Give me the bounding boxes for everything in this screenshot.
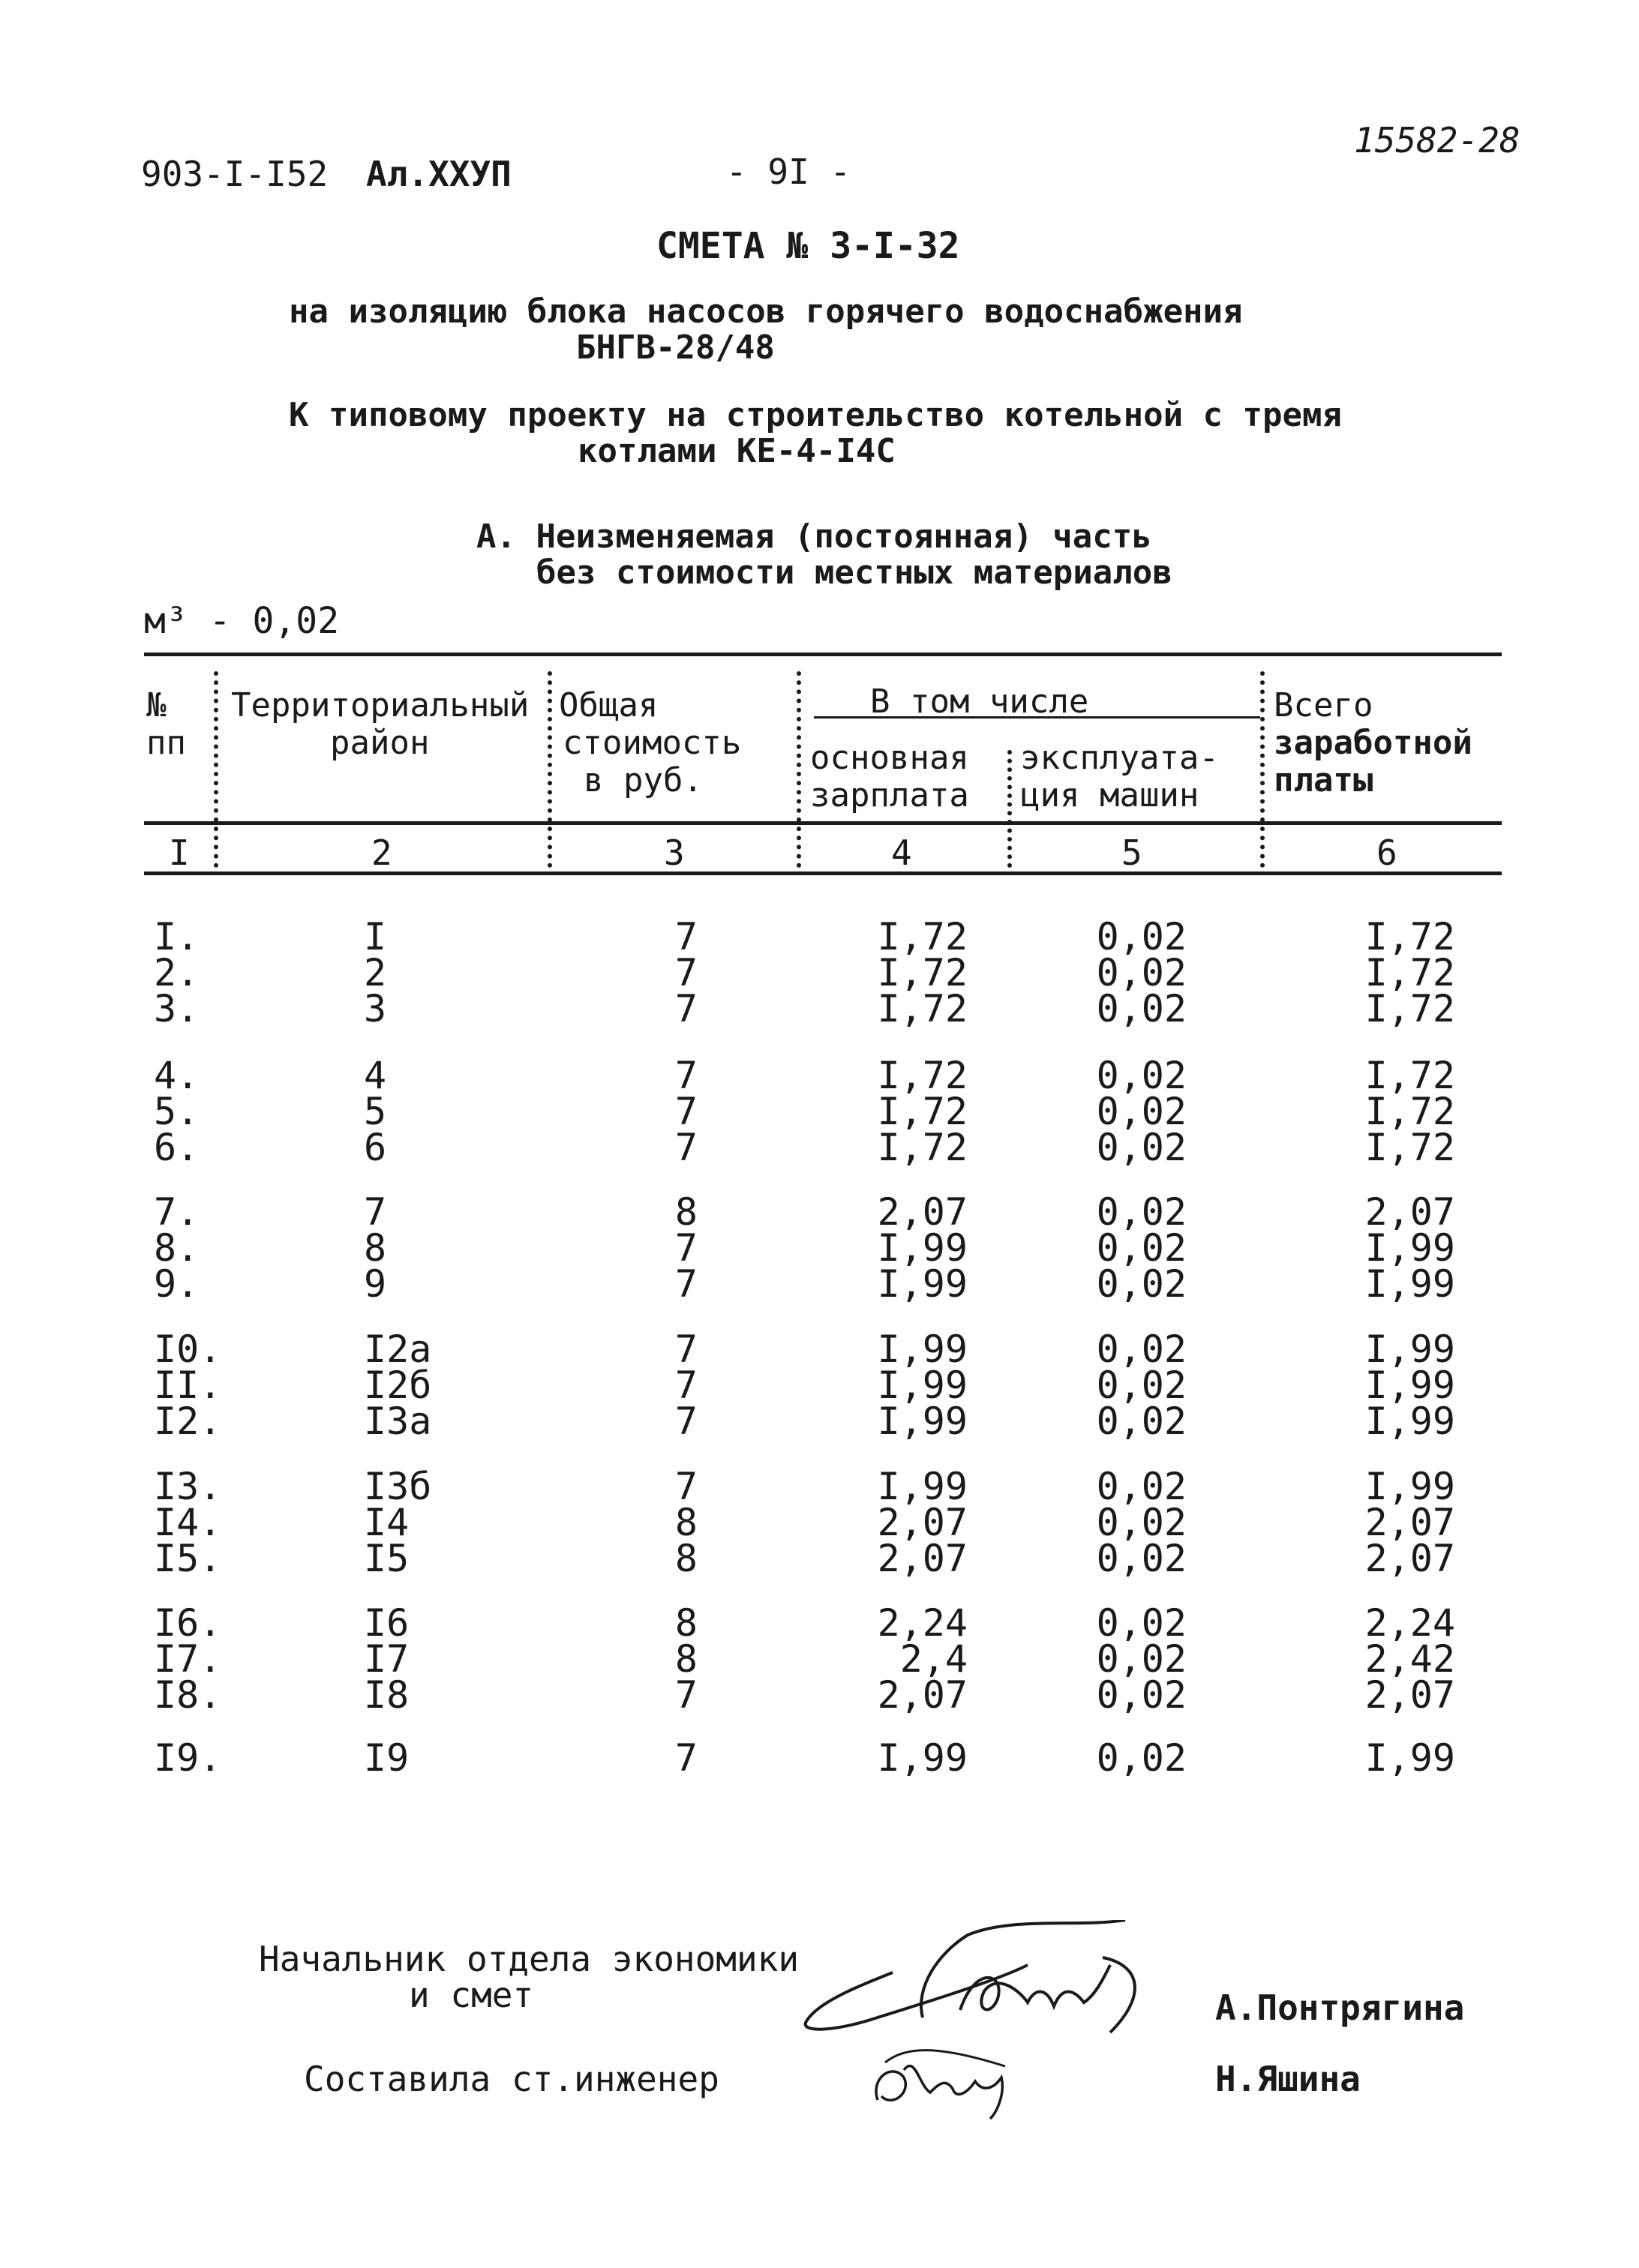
- row-number: 9.: [154, 1262, 200, 1306]
- district-cell: I3б: [364, 1465, 432, 1508]
- base-wage-cell: 2,07: [877, 1190, 968, 1234]
- column-separator: [214, 671, 218, 868]
- base-wage-cell: I,72: [877, 915, 968, 958]
- header-wage-line-1: основная: [810, 739, 969, 777]
- base-wage-cell: I,99: [877, 1400, 968, 1443]
- row-number: I.: [154, 915, 200, 958]
- base-wage-cell: 2,24: [877, 1601, 968, 1645]
- total-cost-cell: 7: [674, 1400, 698, 1443]
- total-cost-cell: 7: [674, 1364, 698, 1407]
- header-num-line-1: №: [146, 686, 167, 724]
- district-cell: I7: [364, 1637, 410, 1681]
- compiler-signature: [863, 2040, 1028, 2122]
- album-label: Ал.XXУП: [366, 154, 512, 194]
- column-number: 4: [891, 832, 912, 873]
- base-wage-cell: I,72: [877, 1054, 968, 1097]
- stamp-number: 15582-28: [1354, 120, 1520, 160]
- total-cost-cell: 7: [674, 1736, 698, 1780]
- district-cell: 8: [364, 1226, 387, 1270]
- total-wage-cell: 2,24: [1364, 1601, 1455, 1645]
- total-wage-cell: I,99: [1364, 1400, 1455, 1443]
- district-cell: 6: [364, 1126, 387, 1169]
- total-cost-cell: 8: [674, 1190, 698, 1234]
- row-number: I0.: [154, 1328, 222, 1371]
- total-wage-cell: 2,07: [1364, 1673, 1455, 1717]
- header-totalwage-line-2: заработной: [1274, 724, 1472, 762]
- column-separator: [1007, 750, 1012, 868]
- district-cell: I2б: [364, 1364, 432, 1407]
- district-cell: I2а: [364, 1328, 432, 1371]
- total-cost-cell: 7: [674, 1328, 698, 1371]
- district-cell: I8: [364, 1673, 410, 1717]
- total-wage-cell: 2,07: [1364, 1190, 1455, 1234]
- machine-cost-cell: 0,02: [1096, 1501, 1187, 1544]
- row-number: 8.: [154, 1226, 200, 1270]
- column-number: 6: [1376, 832, 1397, 873]
- section-title-line-1: А. Неизменяемая (постоянная) часть: [476, 518, 1152, 556]
- row-number: I4.: [154, 1501, 222, 1544]
- machine-cost-cell: 0,02: [1096, 1736, 1187, 1780]
- subtitle-line-2: БНГВ-28/48: [576, 328, 775, 367]
- district-cell: 4: [364, 1054, 387, 1097]
- district-cell: 2: [364, 951, 387, 994]
- base-wage-cell: I,72: [877, 1090, 968, 1133]
- machine-cost-cell: 0,02: [1096, 987, 1187, 1030]
- head-signature: [788, 1920, 1178, 2048]
- page-number: - 9I -: [726, 152, 851, 192]
- subtitle-line-3: К типовому проекту на строительство котельной с тремя: [289, 396, 1342, 434]
- district-cell: I9: [364, 1736, 410, 1780]
- total-cost-cell: 7: [674, 987, 698, 1030]
- machine-cost-cell: 0,02: [1096, 1328, 1187, 1371]
- machine-cost-cell: 0,02: [1096, 1601, 1187, 1645]
- compiler-name: Н.Яшина: [1215, 2059, 1361, 2099]
- column-number: I: [169, 832, 190, 873]
- header-machine-line-2: ция машин: [1020, 776, 1199, 814]
- head-title-line-2: и смет: [409, 1975, 534, 2015]
- district-cell: 9: [364, 1262, 387, 1306]
- base-wage-cell: I,99: [877, 1465, 968, 1508]
- machine-cost-cell: 0,02: [1096, 1465, 1187, 1508]
- total-cost-cell: 8: [674, 1501, 698, 1544]
- column-separator: [797, 671, 801, 868]
- row-number: I3.: [154, 1465, 222, 1508]
- total-cost-cell: 7: [674, 1054, 698, 1097]
- total-wage-cell: 2,42: [1364, 1637, 1455, 1681]
- row-number: 6.: [154, 1126, 200, 1169]
- machine-cost-cell: 0,02: [1096, 1054, 1187, 1097]
- header-total-line-1: Общая: [559, 686, 659, 724]
- district-cell: I3а: [364, 1400, 432, 1443]
- total-wage-cell: I,72: [1364, 951, 1455, 994]
- district-cell: 5: [364, 1090, 387, 1133]
- row-number: 7.: [154, 1190, 200, 1234]
- column-number: 3: [664, 832, 685, 873]
- estimate-title: СМЕТА № 3-I-32: [656, 225, 960, 267]
- total-wage-cell: I,99: [1364, 1364, 1455, 1407]
- total-cost-cell: 7: [674, 1673, 698, 1717]
- total-cost-cell: 8: [674, 1601, 698, 1645]
- header-district-line-2: район: [330, 724, 430, 762]
- total-wage-cell: I,99: [1364, 1262, 1455, 1306]
- subtitle-line-1: на изоляцию блока насосов горячего водоснабжения: [289, 292, 1243, 331]
- base-wage-cell: 2,07: [877, 1501, 968, 1544]
- machine-cost-cell: 0,02: [1096, 1226, 1187, 1270]
- row-number: I9.: [154, 1736, 222, 1780]
- base-wage-cell: I,99: [877, 1736, 968, 1780]
- header-including: В том числе: [870, 682, 1089, 721]
- total-cost-cell: 8: [674, 1637, 698, 1681]
- base-wage-cell: I,99: [877, 1226, 968, 1270]
- table-colnum-rule: [144, 872, 1502, 875]
- row-number: 4.: [154, 1054, 200, 1097]
- column-number: 5: [1121, 832, 1142, 873]
- section-title-line-2: без стоимости местных материалов: [536, 554, 1172, 592]
- row-number: I5.: [154, 1537, 222, 1580]
- total-cost-cell: 7: [674, 1262, 698, 1306]
- district-cell: 3: [364, 987, 387, 1030]
- total-wage-cell: I,99: [1364, 1328, 1455, 1371]
- header-totalwage-line-3: платы: [1274, 761, 1373, 800]
- base-wage-cell: 2,07: [877, 1673, 968, 1717]
- district-cell: I6: [364, 1601, 410, 1645]
- row-number: I6.: [154, 1601, 222, 1645]
- total-wage-cell: I,72: [1364, 915, 1455, 958]
- total-cost-cell: 7: [674, 915, 698, 958]
- district-cell: I: [364, 915, 387, 958]
- total-wage-cell: I,72: [1364, 1126, 1455, 1169]
- machine-cost-cell: 0,02: [1096, 1190, 1187, 1234]
- head-name: А.Понтрягина: [1215, 1988, 1465, 2028]
- total-cost-cell: 7: [674, 1126, 698, 1169]
- total-cost-cell: 7: [674, 1226, 698, 1270]
- table-top-rule: [144, 652, 1502, 656]
- row-number: I2.: [154, 1400, 222, 1443]
- machine-cost-cell: 0,02: [1096, 1400, 1187, 1443]
- machine-cost-cell: 0,02: [1096, 1673, 1187, 1717]
- machine-cost-cell: 0,02: [1096, 1262, 1187, 1306]
- header-total-line-3: в руб.: [584, 761, 703, 800]
- header-district-line-1: Территориальный: [231, 686, 530, 724]
- base-wage-cell: 2,4: [899, 1637, 968, 1681]
- total-wage-cell: I,99: [1364, 1736, 1455, 1780]
- district-cell: 7: [364, 1190, 387, 1234]
- row-number: 5.: [154, 1090, 200, 1133]
- header-num-line-2: пп: [146, 724, 186, 762]
- row-number: I7.: [154, 1637, 222, 1681]
- row-number: I8.: [154, 1673, 222, 1717]
- column-separator: [548, 671, 552, 868]
- total-wage-cell: I,72: [1364, 1090, 1455, 1133]
- table-header-rule: [144, 821, 1502, 825]
- header-total-line-2: стоимость: [563, 724, 742, 762]
- row-number: 3.: [154, 987, 200, 1030]
- machine-cost-cell: 0,02: [1096, 951, 1187, 994]
- base-wage-cell: I,99: [877, 1364, 968, 1407]
- machine-cost-cell: 0,02: [1096, 1090, 1187, 1133]
- machine-cost-cell: 0,02: [1096, 915, 1187, 958]
- base-wage-cell: I,99: [877, 1328, 968, 1371]
- total-wage-cell: I,72: [1364, 1054, 1455, 1097]
- head-title-line-1: Начальник отдела экономики: [259, 1939, 800, 1979]
- machine-cost-cell: 0,02: [1096, 1126, 1187, 1169]
- district-cell: I4: [364, 1501, 410, 1544]
- base-wage-cell: I,99: [877, 1262, 968, 1306]
- total-cost-cell: 7: [674, 1465, 698, 1508]
- base-wage-cell: I,72: [877, 1126, 968, 1169]
- total-cost-cell: 8: [674, 1537, 698, 1580]
- row-number: 2.: [154, 951, 200, 994]
- total-wage-cell: 2,07: [1364, 1537, 1455, 1580]
- base-wage-cell: 2,07: [877, 1537, 968, 1580]
- document-code: 903-I-I52: [141, 154, 329, 194]
- subtitle-line-4: котлами КЕ-4-I4С: [578, 432, 896, 470]
- total-wage-cell: I,99: [1364, 1465, 1455, 1508]
- unit-label: м³ - 0,02: [144, 600, 340, 642]
- total-wage-cell: 2,07: [1364, 1501, 1455, 1544]
- header-totalwage-line-1: Всего: [1274, 686, 1373, 724]
- base-wage-cell: I,72: [877, 987, 968, 1030]
- total-cost-cell: 7: [674, 1090, 698, 1133]
- total-wage-cell: I,72: [1364, 987, 1455, 1030]
- base-wage-cell: I,72: [877, 951, 968, 994]
- machine-cost-cell: 0,02: [1096, 1364, 1187, 1407]
- column-separator: [1260, 671, 1265, 868]
- total-wage-cell: I,99: [1364, 1226, 1455, 1270]
- compiler-title: Составила ст.инженер: [304, 2059, 719, 2099]
- machine-cost-cell: 0,02: [1096, 1637, 1187, 1681]
- machine-cost-cell: 0,02: [1096, 1537, 1187, 1580]
- total-cost-cell: 7: [674, 951, 698, 994]
- column-number: 2: [371, 832, 392, 873]
- header-wage-line-2: зарплата: [810, 776, 969, 814]
- header-machine-line-1: эксплуата-: [1020, 739, 1219, 777]
- district-cell: I5: [364, 1537, 410, 1580]
- row-number: II.: [154, 1364, 222, 1407]
